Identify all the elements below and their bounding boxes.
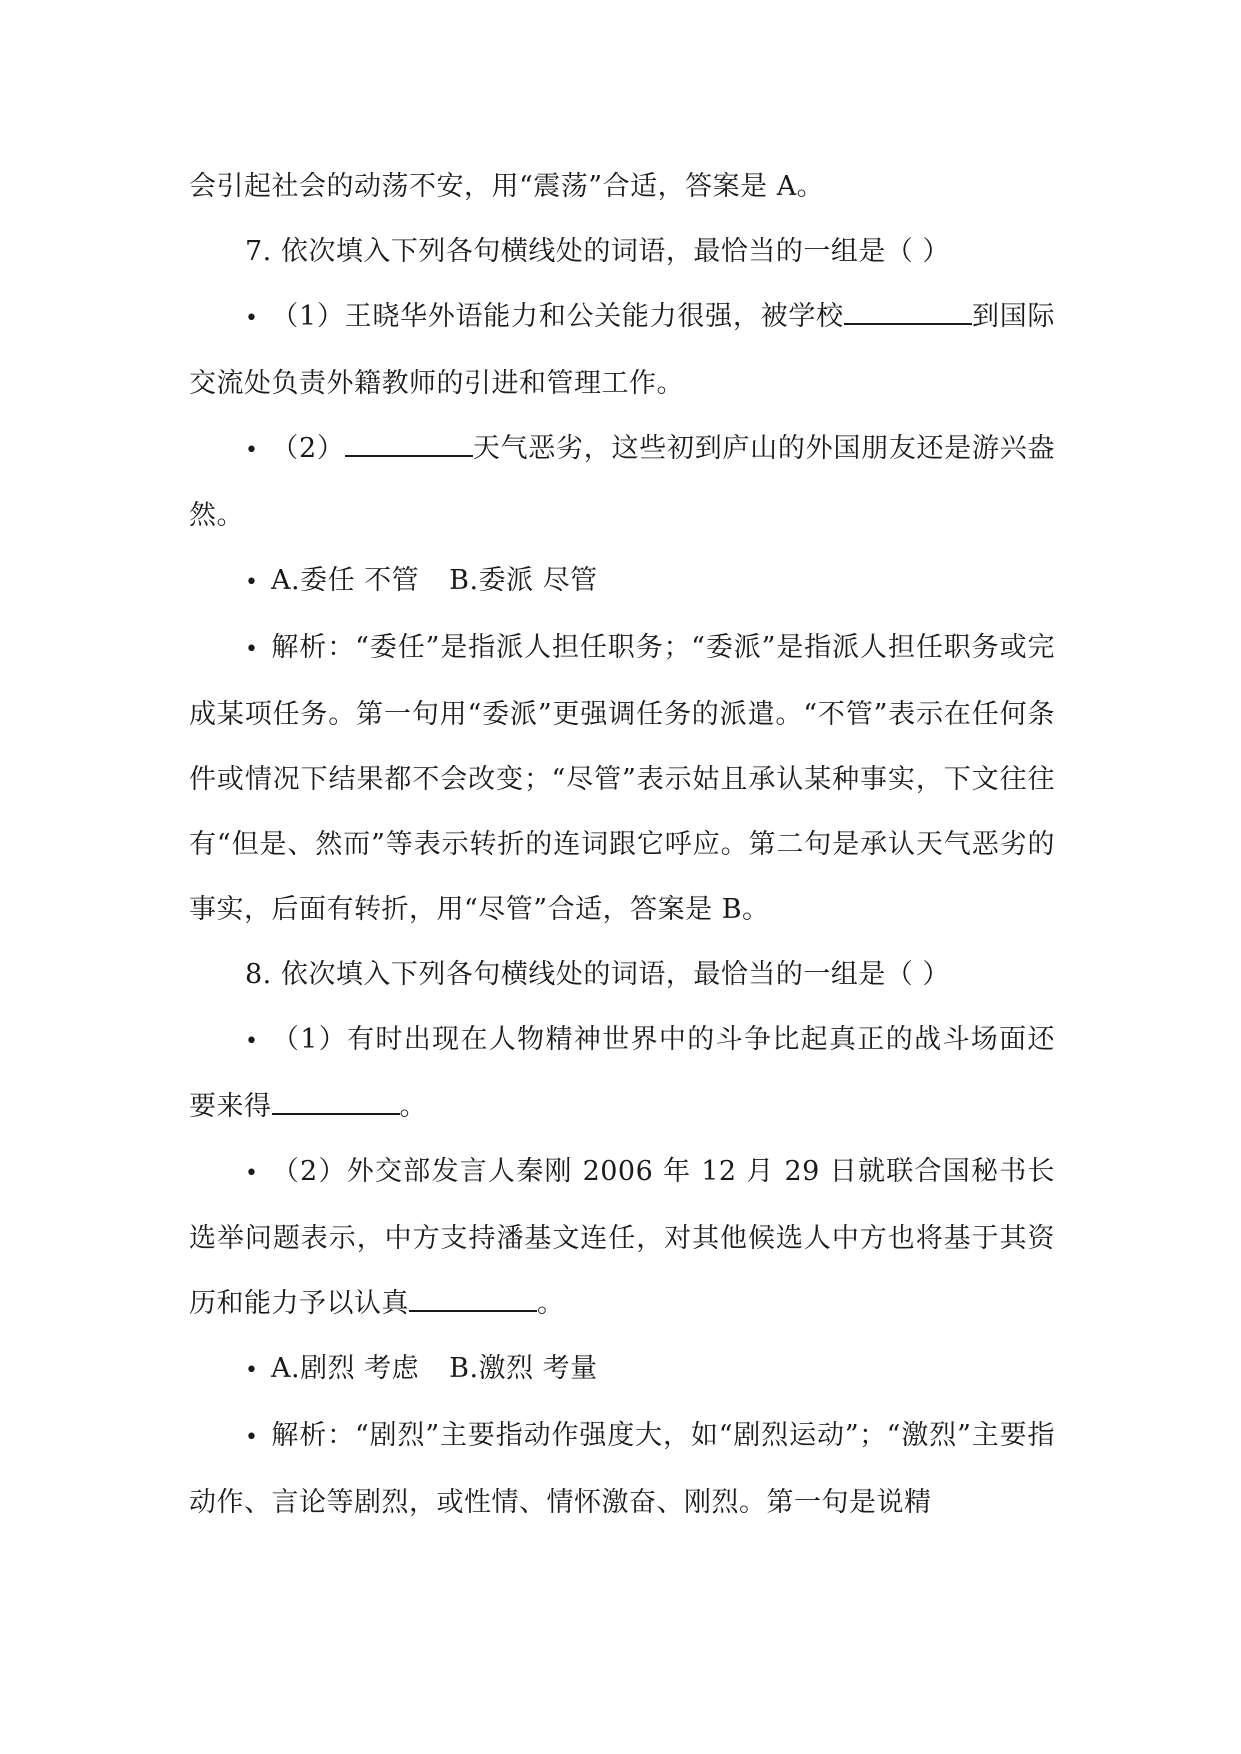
question-8-analysis <box>189 1403 1055 1535</box>
sentence-text: 。 <box>537 1288 565 1319</box>
answer-blank <box>272 1093 400 1115</box>
answer-blank <box>844 303 972 325</box>
analysis-text: 解析：“委任”是指派人担任职务；“委派”是指派人担任职务或完成某项任务。第一句用“委派”更强调任务的派遣。“不管”表示在任何条件或情况下结果都不会改变；“尽管”表示姑且承认某种事实，下文往往有“但是、然而”等表示转折的连词跟它呼应。第二句是承认天气恶劣的事实，后面有转折，用“尽管”合适，答案是 B。 <box>189 632 1055 925</box>
bullet-icon: • <box>245 570 259 595</box>
paragraph-continuation: 会引起社会的动荡不安，用“震荡”合适，答案是 A。 <box>189 171 825 202</box>
option-b: B.委派 尽管 <box>449 565 598 596</box>
question-7-options <box>189 548 1055 615</box>
option-a: A.委任 不管 <box>271 565 420 596</box>
bullet-icon: • <box>245 438 259 463</box>
bullet-icon: • <box>245 1425 259 1450</box>
analysis-text: 解析：“剧烈”主要指动作强度大，如“剧烈运动”；“激烈”主要指动作、言论等剧烈，或性情、情怀激奋、刚烈。第一句是说精 <box>189 1420 1055 1518</box>
question-7-stem: 7. 依次填入下列各句横线处的词语，最恰当的一组是（ ） <box>245 236 950 267</box>
sentence-text: 。 <box>399 1091 427 1122</box>
bullet-icon: • <box>245 306 259 331</box>
answer-blank <box>345 435 473 457</box>
sentence-text: 天气恶劣，这些初到庐山的外国朋友还是游兴盎然。 <box>189 433 1055 531</box>
sentence-text: （1）有时出现在人物精神世界中的斗争比起真正的战斗场面还要来得 <box>189 1024 1055 1122</box>
document-body <box>189 154 1055 1535</box>
question-8-options <box>189 1336 1055 1403</box>
sentence-text: （1）王晓华外语能力和公关能力很强，被学校 <box>271 301 844 332</box>
sentence-text: 到国际交流处负责外籍教师的引进和管理工作。 <box>189 301 1055 399</box>
option-b: B.激烈 考量 <box>449 1353 598 1384</box>
bullet-icon: • <box>245 1161 259 1186</box>
question-8-stem: 8. 依次填入下列各句横线处的词语，最恰当的一组是（ ） <box>245 959 950 990</box>
sentence-text: （2） <box>271 433 345 464</box>
bullet-icon: • <box>245 1358 259 1383</box>
question-7-sentence-2 <box>189 416 1055 548</box>
option-a: A.剧烈 考虑 <box>271 1353 420 1384</box>
answer-blank <box>409 1290 537 1312</box>
bullet-icon: • <box>245 1029 259 1054</box>
bullet-icon: • <box>245 637 259 662</box>
sentence-text: （2）外交部发言人秦刚 2006 年 12 月 29 日就联合国秘书长选举问题表示，中方支持潘基文连任，对其他候选人中方也将基于其资历和能力予以认真 <box>189 1156 1055 1319</box>
question-8-sentence-1 <box>189 1007 1055 1139</box>
question-7-sentence-1 <box>189 284 1055 416</box>
question-8-sentence-2 <box>189 1139 1055 1336</box>
question-7-analysis <box>189 615 1055 942</box>
